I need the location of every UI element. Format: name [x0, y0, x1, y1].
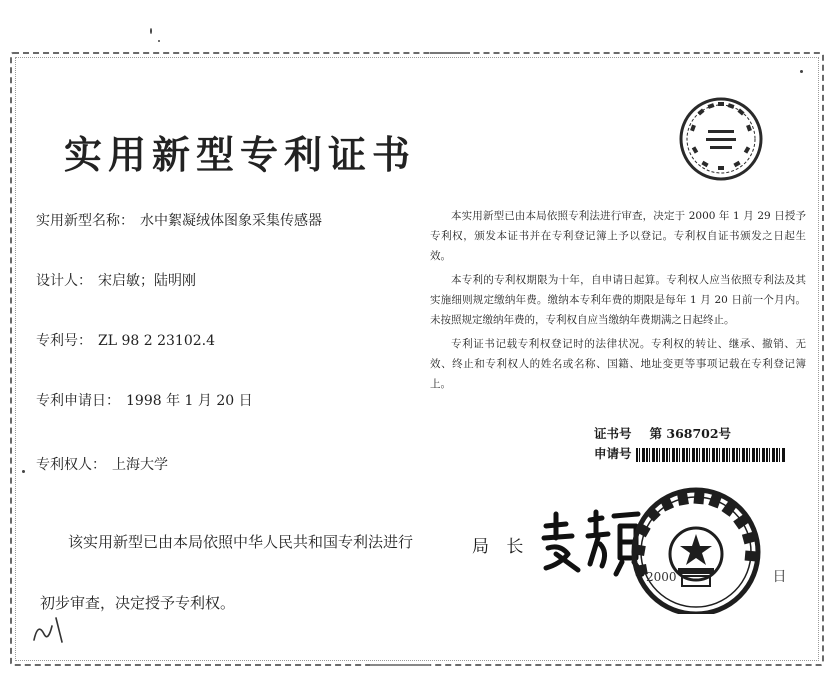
field-value: 1998 年 1 月 20 日	[126, 393, 253, 409]
legal-note-term: 本专利的专利权期限为十年，自申请日起算。专利权人应当依照专利法及其实施细则规定缴纳年费。缴纳本专利年费的期限是每年 1 月 20 日前一个月内。未按照规定缴纳年费的，专利权自应当缴纳年费期满之日起终止。	[430, 274, 806, 326]
field-label: 专利权人：	[36, 457, 106, 473]
patent-office-seal-icon	[616, 484, 776, 614]
issue-date-day: 日	[772, 569, 787, 585]
issue-date	[646, 566, 787, 586]
certificate-title: 实用新型专利证书	[64, 132, 417, 177]
scan-speck	[800, 70, 803, 73]
certificate-number-value: 第 368702号	[649, 426, 732, 441]
legal-note-register: 专利证书记载专利权登记时的法律状况。专利权的转让、继承、撤销、无效、终止和专利权人的姓名或名称、国籍、地址变更等事项记载在专利登记簿上。	[430, 338, 806, 390]
field-label: 设计人：	[36, 273, 92, 289]
field-value: ZL 98 2 23102.4	[98, 333, 215, 349]
field-label: 实用新型名称：	[36, 213, 134, 229]
field-designers	[36, 270, 196, 290]
field-patentee	[36, 454, 168, 474]
application-number-label: 申请号	[594, 446, 632, 461]
scan-speck	[430, 52, 470, 54]
field-value: 上海大学	[112, 457, 168, 473]
scan-speck	[150, 28, 152, 34]
grant-statement-text: 该实用新型已由本局依照中华人民共和国专利法进行初步审查，决定授予专利权。	[40, 533, 414, 612]
certificate-number	[594, 424, 731, 442]
issue-date-year: 2000	[646, 570, 677, 584]
handwritten-mark-icon	[28, 612, 68, 646]
application-number	[594, 444, 786, 462]
field-value: 宋启敏；陆明刚	[98, 273, 196, 289]
top-seal-icon	[678, 96, 764, 182]
field-value: 水中絮凝绒体图象采集传感器	[140, 213, 322, 229]
scan-speck	[370, 664, 430, 666]
barcode-icon	[636, 448, 786, 462]
certificate-number-label: 证书号	[594, 426, 632, 441]
scan-speck	[22, 470, 25, 473]
field-application-date	[36, 390, 253, 410]
director-label: 局 长	[472, 537, 530, 557]
field-patent-number	[36, 330, 215, 350]
field-label: 专利号：	[36, 333, 92, 349]
legal-note-grant: 本实用新型已由本局依照专利法进行审查，决定于 2000 年 1 月 29 日授予专利权，颁发本证书并在专利登记簿上予以登记。专利权自证书颁发之日起生效。	[430, 210, 806, 262]
field-utility-model-name	[36, 210, 322, 230]
scan-speck	[158, 40, 160, 42]
field-label: 专利申请日：	[36, 393, 120, 409]
legal-notes	[430, 206, 806, 398]
grant-statement	[40, 512, 420, 634]
